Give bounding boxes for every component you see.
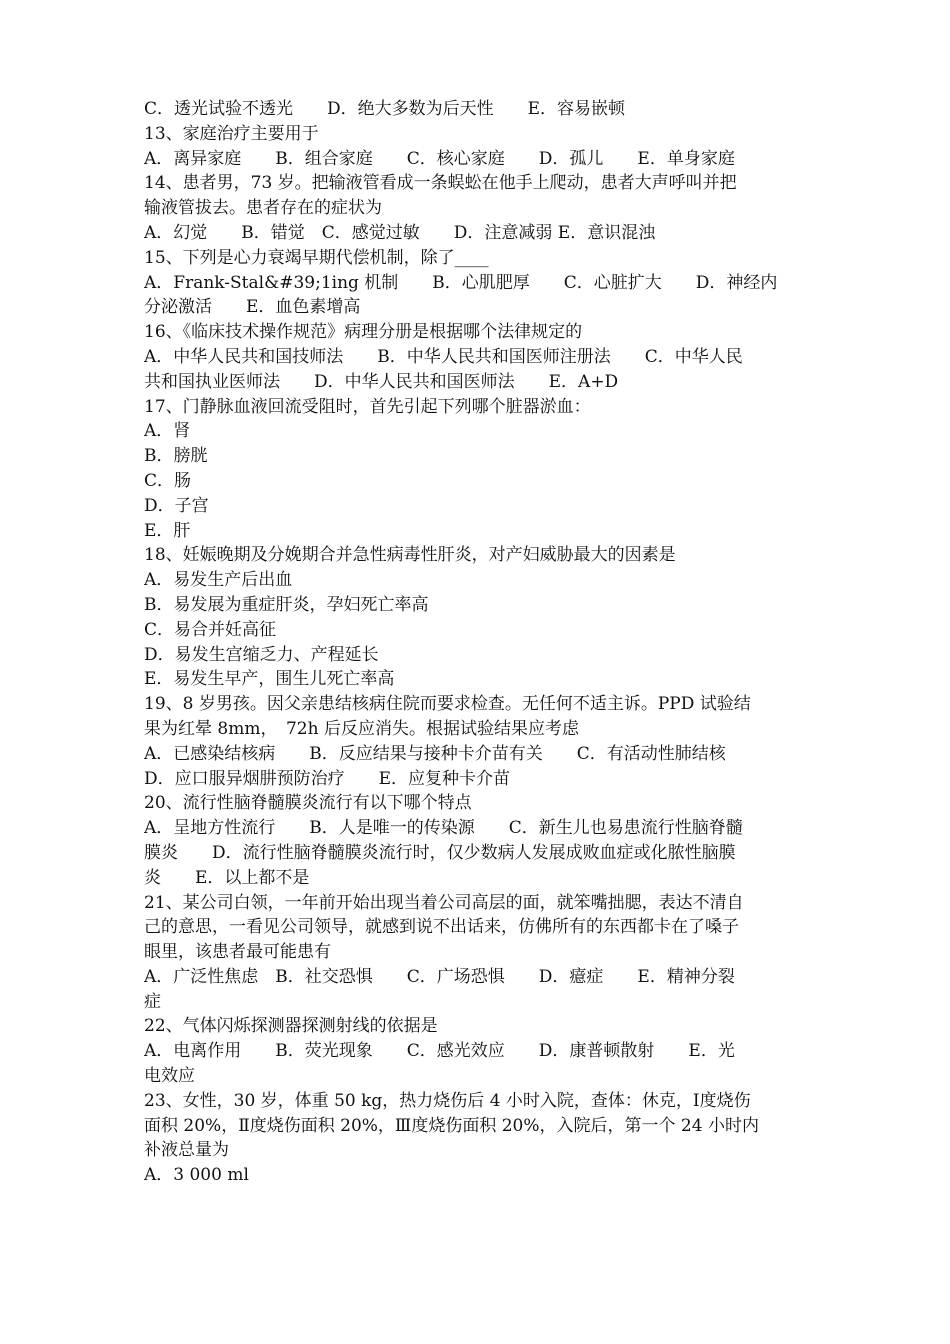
question-21-stem: 21、某公司白领，一年前开始出现当着公司高层的面，就笨嘴拙腮，表达不清自: [144, 892, 744, 913]
question-19-options-cont: D．应口服异烟肼预防治疗 E．应复种卡介苗: [144, 768, 511, 789]
question-17-stem: 17、门静脉血液回流受阻时，首先引起下列哪个脏器淤血：: [144, 396, 591, 417]
question-21-options-cont: 症: [144, 991, 161, 1012]
question-14-stem: 14、患者男，73 岁。把输液管看成一条蜈蚣在他手上爬动，患者大声呼叫并把: [144, 173, 737, 194]
question-19-stem: 19、8 岁男孩。因父亲患结核病住院而要求检查。无任何不适主诉。PPD 试验结: [144, 694, 751, 715]
question-16-options: A．中华人民共和国技师法 B．中华人民共和国医师注册法 C．中华人民: [144, 346, 743, 367]
question-18-option-e: E．易发生早产，围生儿死亡率高: [144, 669, 395, 690]
question-20-options: A．呈地方性流行 B．人是唯一的传染源 C．新生儿也易患流行性脑脊髓: [144, 818, 743, 839]
text-line: C．透光试验不透光 D．绝大多数为后天性 E．容易嵌顿: [144, 99, 626, 119]
question-20-stem: 20、流行性脑脊髓膜炎流行有以下哪个特点: [144, 793, 472, 814]
question-14-stem-cont: 输液管拔去。患者存在的症状为: [144, 198, 382, 219]
question-21-stem-cont2: 眼里，该患者最可能患有: [144, 942, 331, 963]
question-22-options: A．电离作用 B．荧光现象 C．感光效应 D．康普顿散射 E．光: [144, 1041, 735, 1062]
question-18-stem: 18、妊娠晚期及分娩期合并急性病毒性肝炎，对产妇威胁最大的因素是: [144, 545, 676, 566]
question-20-options-cont2: 炎 E．以上都不是: [144, 867, 310, 888]
question-20-options-cont: 膜炎 D．流行性脑脊髓膜炎流行时，仅少数病人发展成败血症或化脓性脑膜: [144, 842, 736, 863]
question-18-option-c: C．易合并妊高征: [144, 619, 277, 640]
question-23-stem-cont: 面积 20%，Ⅱ度烧伤面积 20%，Ⅲ度烧伤面积 20%，入院后，第一个 24 小时内: [144, 1115, 759, 1136]
question-14-options: A．幻觉 B．错觉 C．感觉过敏 D．注意减弱 E．意识混浊: [144, 222, 656, 243]
question-15-stem: 15、下列是心力衰竭早期代偿机制，除了____: [144, 247, 489, 268]
question-22-options-cont: 电效应: [144, 1066, 195, 1087]
question-15-options: A．Frank-Stal&#39;1ing 机制 B．心肌肥厚 C．心脏扩大 D．神经内: [144, 272, 778, 293]
question-18-option-d: D．易发生宫缩乏力、产程延长: [144, 644, 379, 665]
question-17-option-c: C．肠: [144, 470, 192, 491]
question-19-options: A．已感染结核病 B．反应结果与接种卡介苗有关 C．有活动性肺结核: [144, 743, 726, 764]
question-23-option-a: A．3 000 ml: [144, 1165, 249, 1186]
question-17-option-b: B．膀胱: [144, 446, 208, 467]
document-page: [144, 97, 812, 1188]
question-21-stem-cont: 己的意思，一看见公司领导，就感到说不出话来，仿佛所有的东西都卡在了嗓子: [144, 917, 739, 938]
question-23-stem-cont2: 补液总量为: [144, 1140, 229, 1161]
question-13-options: A．离异家庭 B．组合家庭 C．核心家庭 D．孤儿 E．单身家庭: [144, 148, 735, 169]
question-17-option-e: E．肝: [144, 520, 191, 541]
question-13-stem: 13、家庭治疗主要用于: [144, 123, 319, 144]
question-16-options-cont: 共和国执业医师法 D．中华人民共和国医师法 E．A+D: [144, 371, 619, 392]
question-21-options: A．广泛性焦虑 B．社交恐惧 C．广场恐惧 D．癔症 E．精神分裂: [144, 966, 735, 987]
question-18-option-a: A．易发生产后出血: [144, 570, 293, 591]
question-19-stem-cont: 果为红晕 8mm， 72h 后反应消失。根据试验结果应考虑: [144, 718, 579, 739]
question-22-stem: 22、气体闪烁探测器探测射线的依据是: [144, 1016, 438, 1037]
question-17-option-a: A．肾: [144, 421, 191, 442]
question-18-option-b: B．易发展为重症肝炎，孕妇死亡率高: [144, 594, 429, 615]
question-16-stem: 16、《临床技术操作规范》病理分册是根据哪个法律规定的: [144, 322, 583, 343]
question-17-option-d: D．子宫: [144, 495, 209, 516]
question-15-options-cont: 分泌激活 E．血色素增高: [144, 297, 361, 318]
question-23-stem: 23、女性，30 岁，体重 50 kg，热力烧伤后 4 小时入院，查体：休克，Ⅰ度烧伤: [144, 1090, 751, 1111]
